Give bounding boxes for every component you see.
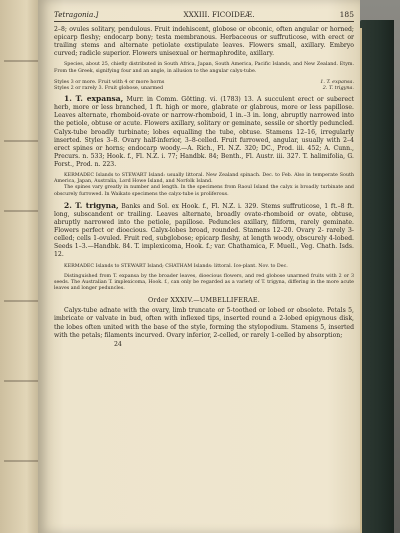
bleed-text-line xyxy=(4,300,40,302)
order-heading: Order XXXIV.—UMBELLIFERAE. xyxy=(147,296,261,305)
header-genus: Tetragonia.] xyxy=(54,10,99,19)
printer-signature: 24 xyxy=(114,340,122,348)
bleed-text-line xyxy=(4,210,40,212)
species-1-title: 1. T. expansa, xyxy=(64,94,124,104)
species-2-locality: KERMADEC Islands to STEWART Island; CHATHAM Islands: littoral. Ice-plant. Nov. to Dec. xyxy=(64,263,288,269)
key-row-2: Styles 2 or rarely 3. Fruit globose, unarmed 2. T. trigyna. xyxy=(54,84,354,91)
bleed-text-line xyxy=(4,380,40,382)
species-2-description: 2. T. trigyna, Banks and Sol. ex Hook. f., Fl. N.Z. i. 329. Stems suffruticose, 1 ft.–8 ft. long, subscandent or trailing. Leaves alternate, broadly ovate-rhomboid or ovate, obtuse, abruptly narrowed into the petiole, papillose. Peduncles axillary, filiform, rarely geminate. Flowers perfect or dioecious. Calyx-lobes broad, rounded. Stamens 12–20. Ovary 2- rarely 3-celled; cells 1-ovuled. Fruit red, subglobose; epicarp fleshy, at length woody, obscurely 4-lobed. Seeds 1–3.—Handbk. 84. T. implexicoma, Hook. f.; var. Chathamica, F. Muell., Veg. Chath. Isds. 12. xyxy=(54,200,354,259)
key-row-1: Styles 3 or more. Fruit with 4 or more horns 1. T. expansa. xyxy=(54,78,354,85)
bleed-text-line xyxy=(4,60,40,62)
genus-distribution: Species, about 25, chiefly distributed in South Africa, Japan, South America, Pacific Islands, and New Zealand. Etym. From the Greek, signifying four and an angle, in allusion to the angular calyx-tube. xyxy=(54,62,354,74)
bleed-text-line xyxy=(4,460,40,462)
order-description: Calyx-tube adnate with the ovary, limb truncate or 5-toothed or lobed or obsolete. Petals 5, imbricate or valvate in bud, often with inflexed tips, inserted round a 2-lobed epigynous disk, the lobes often united with the base of the style, forming the stylopodium. Stamens 5, inserted with the petals; filaments incurved. Ovary inferior, 2-celled, or rarely 1-celled by absorption; xyxy=(54,307,354,339)
species-2-note: Distinguished from T. expansa by the broader leaves, dioecious flowers, and red globose unarmed fruits with 2 or 3 seeds. The Australian T. implexicoma, Hook. f., can only be regarded as a variety of T. trigyna, differing in the more acute leaves and longer peduncles. xyxy=(54,273,354,292)
book-cover xyxy=(360,20,394,533)
species-2-title: 2. T. trigyna, xyxy=(64,200,119,210)
header-family: XXXIII. FICOIDEÆ. xyxy=(183,10,255,19)
species-1-locality: KERMADEC Islands to STEWART Island: usually littoral. New Zealand spinach. Dec. to Feb. Also in temperate South America, Japan, Australia, Lord Howe Island, and Norfolk Island. xyxy=(54,173,354,185)
genus-description: 2–8; ovules solitary, pendulous. Fruit indehiscent, globose or obconic, often angular or horned; epicarp fleshy; endocarp bony; testa membranous. Herbaceous or suffruticose, with erect or trailing stems and alternate petiolate exstipulate leaves. Flowers small, axillary. Embryo curved; radicle superior. Flowers unisexual or hermaphrodite, axillary. xyxy=(54,26,354,58)
species-1-note: The spines vary greatly in number and length. In the specimens from Raoul Island the calyx is broadly turbinate and obscurely furrowed. In Waikato specimens the calyx-tube is proliferous. xyxy=(54,185,354,197)
page-number: 185 xyxy=(339,10,354,19)
page-content xyxy=(54,10,354,348)
running-header xyxy=(54,10,354,22)
book-page xyxy=(38,0,360,533)
bleed-text-line xyxy=(4,140,40,142)
species-1-description: 1. T. expansa, Murr. in Comm. Götting. vi. (1783) 13. A succulent erect or suberect herb, more or less branched, 1 ft. high or more, glabrate or glabrous, more or less papillose. Leaves alternate, rhomboid-ovate or narrow-rhomboid, 1 in.–3 in. long, abruptly narrowed into the petiole, obtuse or acute. Flowers axillary, solitary or geminate, sessile or shortly peduncled. Calyx-tube broadly turbinate; lobes equalling the tube, obtuse. Stamens 12–16, irregularly inserted. Styles 3–8. Ovary half-inferior, 3–8-celled. Fruit furrowed, angular, usually with 2–4 erect spines or horns; endocarp woody.—A. Rich., Fl. N.Z. 320; DC., Prod. iii. 452; A. Cunn., Precurs. n. 533; Hook. f., Fl. N.Z. i. 77; Handbk. 84; Benth., Fl. Austr. iii. 327. T. halimifolia, G. Forst., Prod. n. 223. xyxy=(54,94,354,168)
